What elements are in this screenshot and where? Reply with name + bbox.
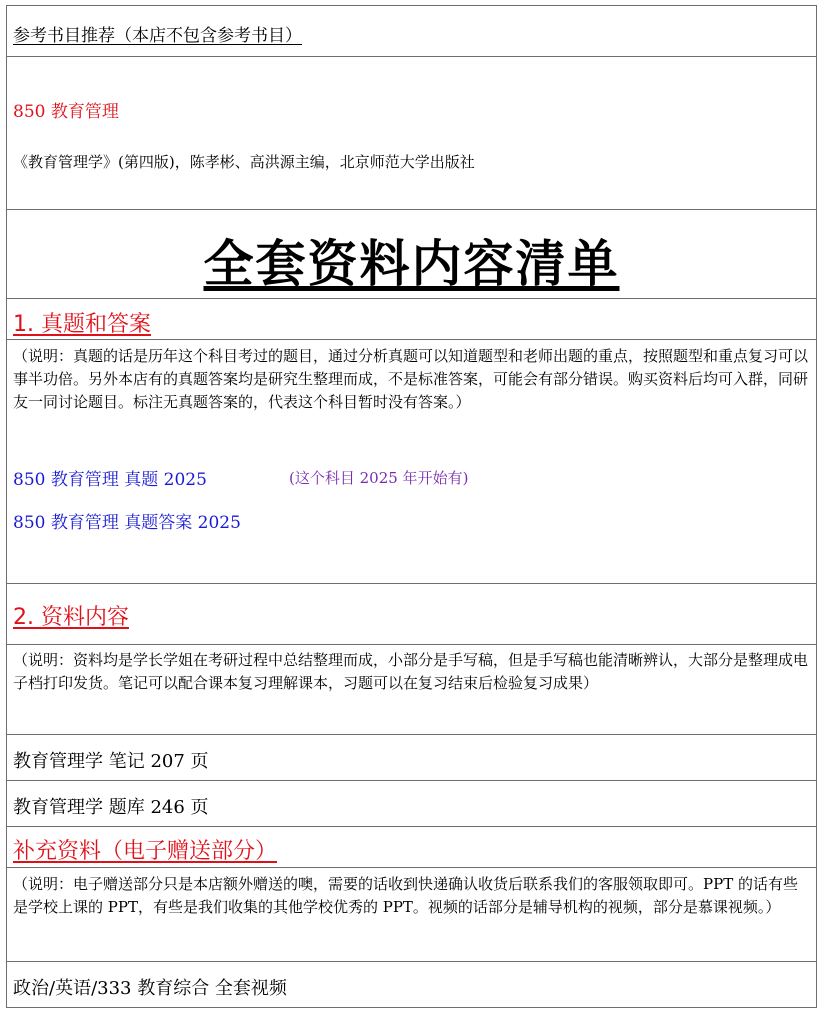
reference-header: 参考书目推荐（本店不包含参考书目） [13,26,302,46]
reference-content-box [6,56,817,210]
reference-subject: 850 教育管理 [13,102,119,122]
section2-title-box [6,583,817,645]
question-bank-item: 教育管理学 题库 246 页 [13,797,209,818]
notes-item: 教育管理学 笔记 207 页 [13,751,209,772]
reference-header-box [6,5,817,57]
exam-remark: (这个科目 2025 年开始有) [289,469,469,487]
list-item [6,780,817,827]
section1-title-box [6,298,817,340]
section1-title: 1. 真题和答案 [13,312,151,337]
section2-note: （说明：资料均是学长学姐在考研过程中总结整理而成，小部分是手写稿，但是手写稿也能清晰辨认，大部分是整理成电子档打印发货。笔记可以配合课本复习理解课本，习题可以在复习结束后检验复习成果） [13,651,809,692]
section3-note-box [6,867,817,962]
list-item [6,734,817,781]
section1-note: （说明：真题的话是历年这个科目考过的题目，通过分析真题可以知道题型和老师出题的重点，按照题型和重点复习可以事半功倍。另外本店有的真题答案均是研究生整理而成，不是标准答案，可能会有部分错误。购买资料后均可入群，同研友一同讨论题目。标注无真题答案的，代表这个科目暂时没有答案。） [13,347,809,411]
answer-line: 850 教育管理 真题答案 2025 [13,513,241,533]
section1-content-box [6,339,817,584]
reference-book: 《教育管理学》(第四版)，陈孝彬、高洪源主编，北京师范大学出版社 [13,153,475,171]
section3-title-box [6,826,817,868]
section2-title: 2. 资料内容 [13,605,129,630]
list-item [6,961,817,1008]
main-title-box [6,209,817,299]
exam-line: 850 教育管理 真题 2025 [13,470,207,490]
section2-note-box [6,644,817,735]
section3-title: 补充资料（电子赠送部分） [13,839,278,864]
video-item: 政治/英语/333 教育综合 全套视频 [13,978,287,999]
section3-note: （说明：电子赠送部分只是本店额外赠送的噢，需要的话收到快递确认收货后联系我们的客服领取即可。PPT 的话有些是学校上课的 PPT，有些是我们收集的其他学校优秀的 PPT。视频的话部分是辅导机构的视频，部分是慕课视频。） [13,875,798,916]
main-title: 全套资料内容清单 [203,235,620,293]
